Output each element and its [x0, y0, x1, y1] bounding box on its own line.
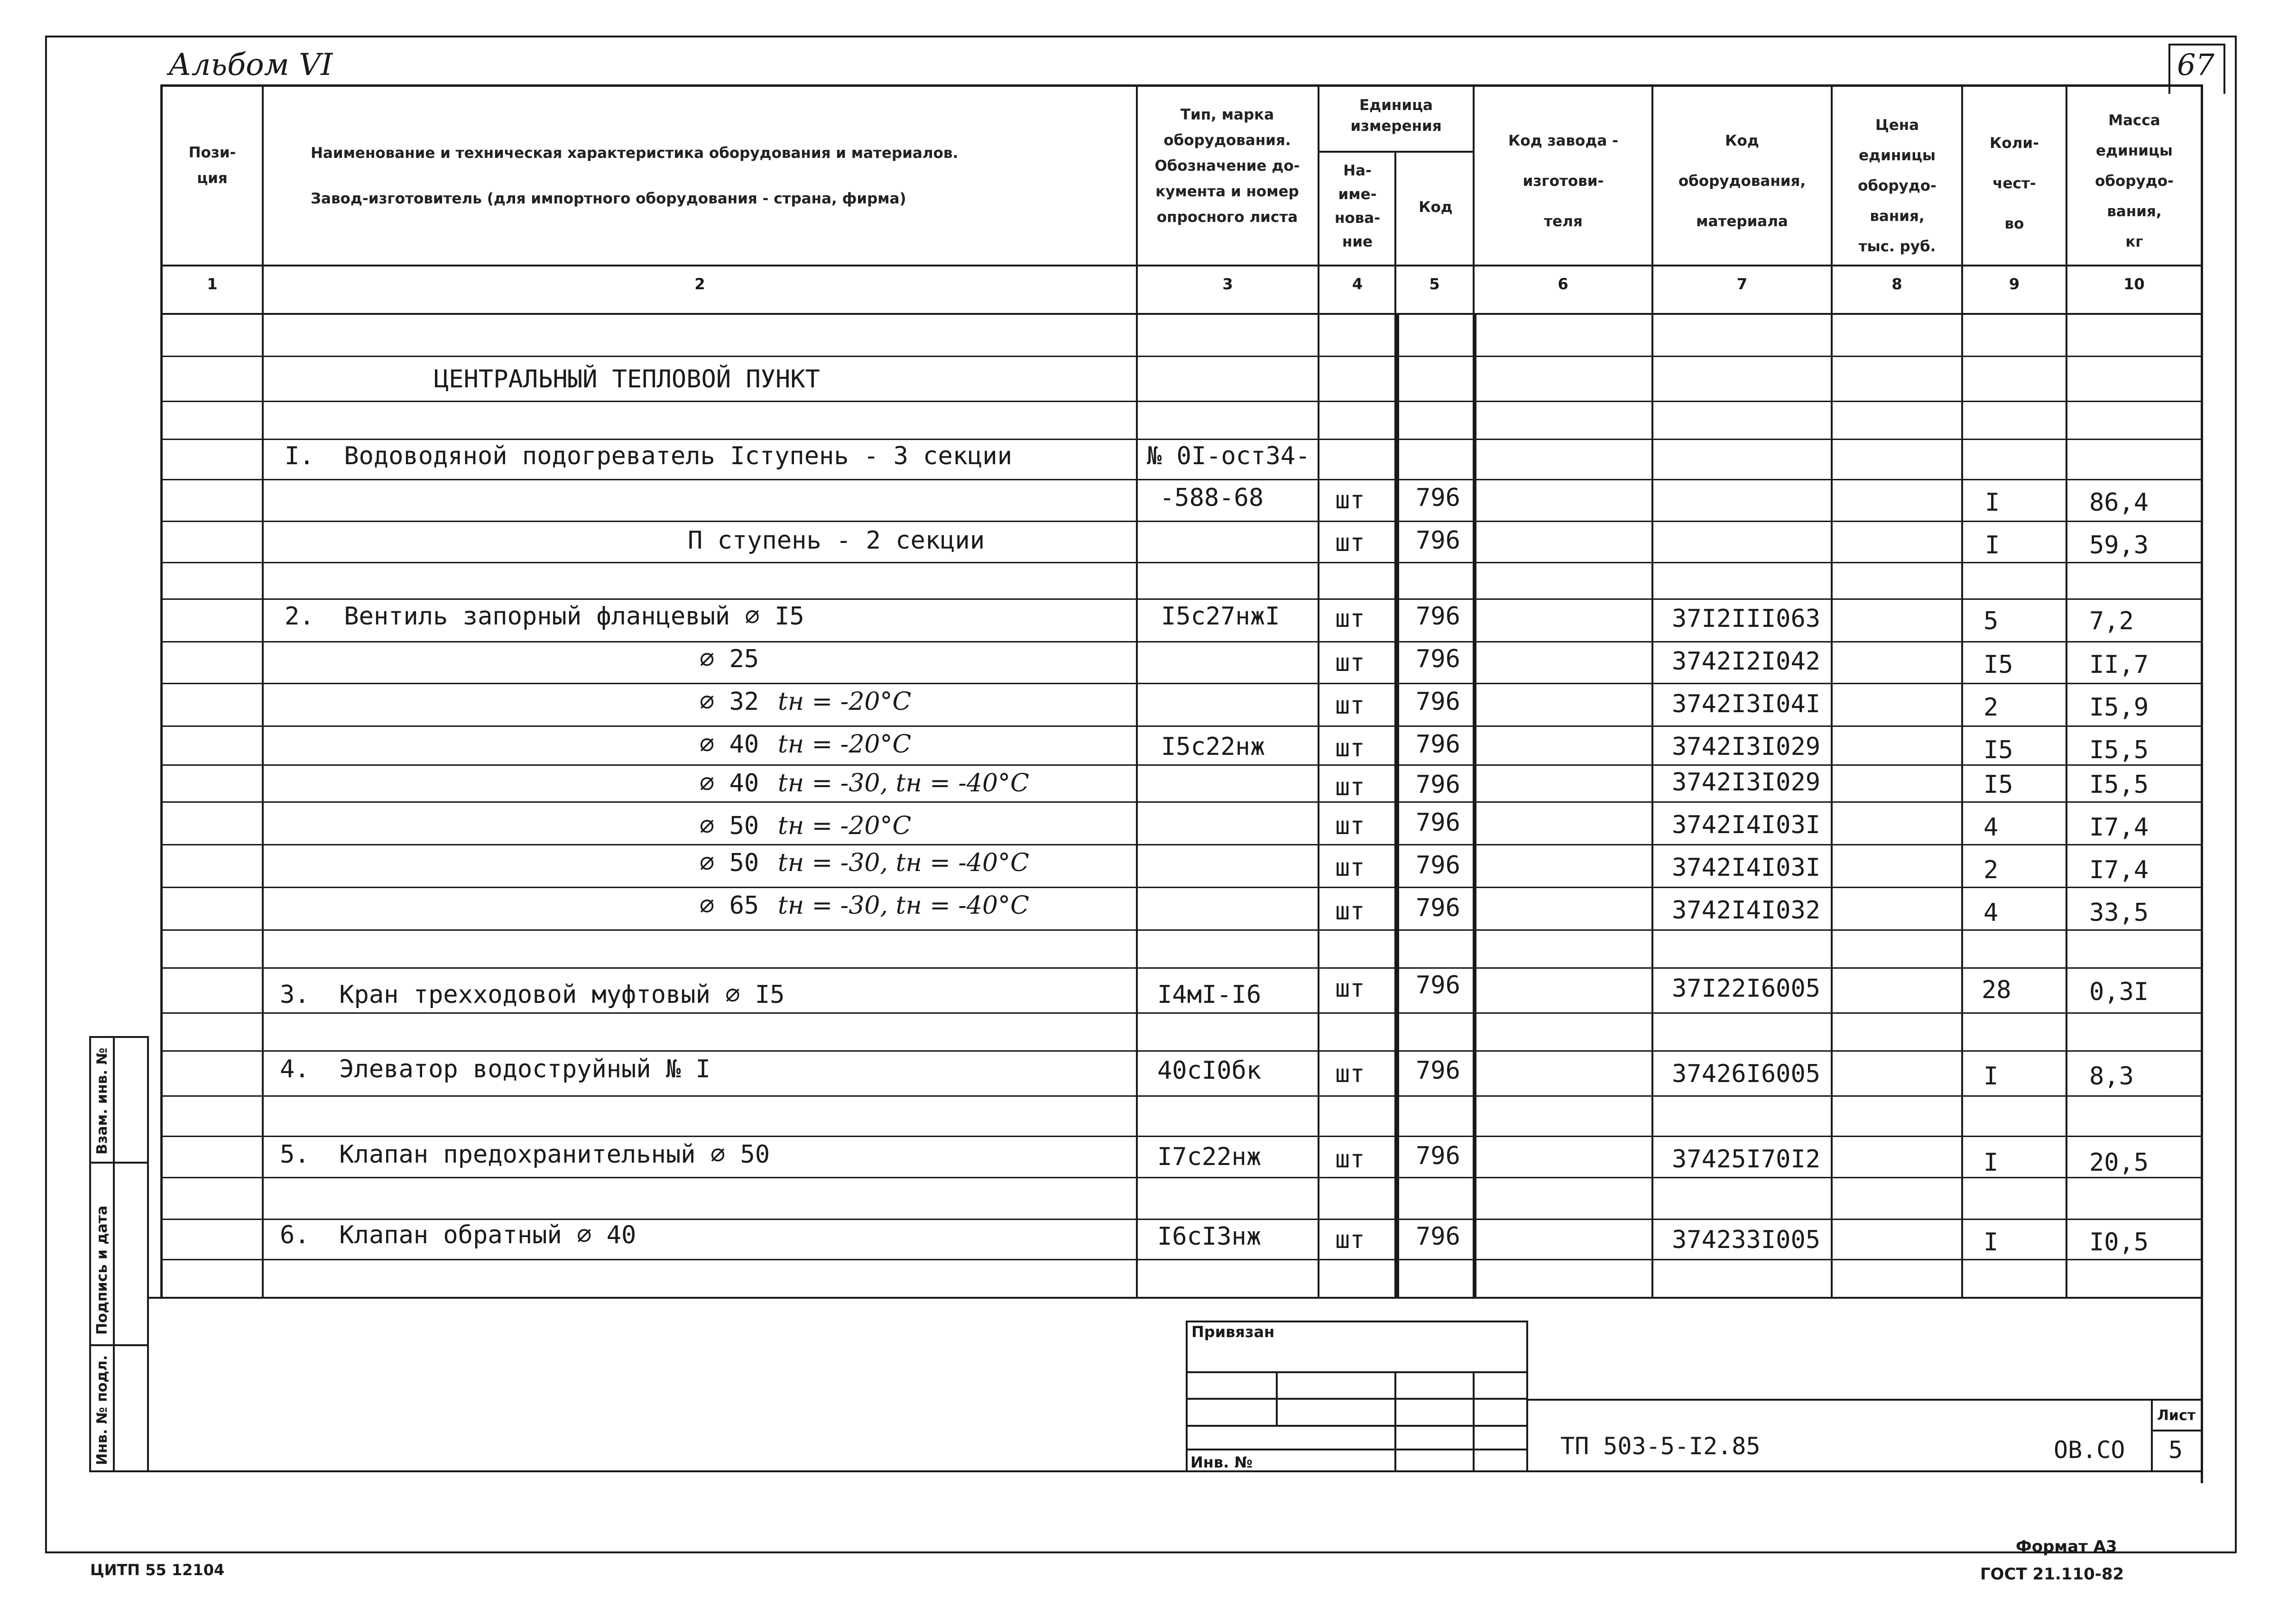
header-col6: Код завода - изготови- теля: [1508, 132, 1618, 230]
row-8-equip: 3742I4I03I: [1672, 811, 1821, 839]
row-3-code: 796: [1416, 602, 1460, 631]
row-13-equip: 37425I70I2: [1672, 1145, 1821, 1174]
row-9-equip: 3742I4I03I: [1672, 853, 1821, 882]
row-11-type: I4мI-I6: [1157, 981, 1262, 1009]
row-10-code: 796: [1416, 894, 1460, 922]
header-col7: Код оборудования, материала: [1678, 132, 1806, 230]
row-9-temp: tн = -30, tн = -40°С: [778, 849, 1029, 877]
row-1-unit: шт: [1335, 486, 1365, 514]
row-12-mass: 8,3: [2089, 1062, 2134, 1091]
header-col9: Коли- чест- во: [1990, 135, 2039, 232]
header-col2: Наименование и техническая характеристика оборудования и материалов. Завод-изготовитель (для импортного оборудования - страна, фирма): [311, 145, 959, 207]
row-9-mass: I7,4: [2089, 856, 2149, 884]
row-11-equip: 37I22I6005: [1672, 974, 1821, 1003]
row-0-type: № 0I-ост34-: [1147, 442, 1310, 470]
row-14-code: 796: [1416, 1222, 1460, 1251]
row-14-mass: I0,5: [2089, 1228, 2149, 1257]
row-4-code: 796: [1416, 645, 1460, 673]
row-6-equip: 3742I3I029: [1672, 733, 1821, 761]
stamp-doc-code: ТП 503-5-I2.85: [1560, 1432, 1761, 1460]
row-2-unit: шт: [1335, 529, 1365, 557]
row-1-mass: 86,4: [2089, 488, 2149, 517]
colnum-9: 9: [2009, 275, 2020, 293]
stamp-sheet-label: Лист: [2157, 1407, 2196, 1424]
row-5-temp: tн = -20°С: [778, 688, 912, 716]
row-8-qty: 4: [1983, 813, 1999, 842]
row-12-equip: 37426I6005: [1672, 1060, 1821, 1088]
side-label-vzam: Взам. инв. №: [94, 1047, 111, 1155]
header-col4: На- име- нова- ние: [1334, 162, 1381, 250]
row-11-qty: 28: [1982, 976, 2011, 1004]
row-7-qty: I5: [1983, 771, 2013, 799]
row-10-unit: шт: [1335, 897, 1365, 926]
row-3-qty: 5: [1983, 607, 1999, 635]
colnum-6: 6: [1558, 275, 1568, 293]
section-title: ЦЕНТРАЛЬНЫЙ ТЕПЛОВОЙ ПУНКТ: [434, 365, 820, 394]
colnum-2: 2: [694, 275, 705, 293]
row-11-unit: шт: [1335, 974, 1365, 1003]
row-10-temp: tн = -30, tн = -40°С: [778, 891, 1029, 920]
stamp-mark: ОВ.СО: [2054, 1436, 2125, 1464]
row-6-type: I5с22нж: [1161, 733, 1265, 761]
row-7-name: ∅ 40: [700, 769, 759, 798]
row-2-code: 796: [1416, 526, 1460, 555]
stamp-sheet-number: 5: [2168, 1436, 2183, 1464]
row-4-qty: I5: [1983, 651, 2013, 679]
row-14-name: 6. Клапан обратный ∅ 40: [280, 1221, 636, 1249]
row-7-mass: I5,5: [2089, 771, 2149, 799]
header-col3: Тип, марка оборудования. Обозначение до- кумента и номер опросного листа: [1154, 106, 1300, 226]
row-2-mass: 59,3: [2089, 531, 2149, 560]
row-13-qty: I: [1983, 1148, 1999, 1177]
header-col5: Код: [1419, 199, 1453, 216]
side-label-podpis: Подпись и дата: [94, 1205, 111, 1335]
row-9-code: 796: [1416, 851, 1460, 880]
row-1-qty: I: [1985, 488, 2000, 517]
row-8-mass: I7,4: [2089, 813, 2149, 842]
colnum-1: 1: [207, 275, 218, 293]
header-col1: Пози- ция: [188, 144, 236, 187]
colnum-10: 10: [2123, 275, 2145, 293]
row-8-temp: tн = -20°С: [778, 812, 912, 840]
row-3-mass: 7,2: [2089, 607, 2134, 635]
album-title: Альбом VI: [168, 47, 333, 83]
row-4-equip: 3742I2I042: [1672, 647, 1821, 676]
colnum-8: 8: [1891, 275, 1902, 293]
row-12-qty: I: [1983, 1062, 1999, 1091]
row-8-code: 796: [1416, 808, 1460, 837]
row-5-qty: 2: [1983, 693, 1999, 722]
row-3-name: 2. Вентиль запорный фланцевый ∅ I5: [285, 602, 804, 631]
header-col10: Масса единицы оборудо- вания, кг: [2095, 112, 2174, 250]
row-5-equip: 3742I3I04I: [1672, 690, 1821, 718]
row-5-name: ∅ 32: [700, 688, 759, 716]
row-4-mass: II,7: [2089, 651, 2149, 679]
row-5-unit: шт: [1335, 691, 1365, 720]
row-5-code: 796: [1416, 688, 1460, 716]
row-0-name: I. Водоводяной подогреватель Iступень - 3 секции: [285, 442, 1013, 470]
row-6-name: ∅ 40: [700, 730, 759, 759]
row-6-temp: tн = -20°С: [778, 730, 912, 759]
footer-left: ЦИТП 55 12104: [90, 1561, 225, 1579]
row-3-equip: 37I2III063: [1672, 605, 1821, 633]
row-9-qty: 2: [1983, 856, 1999, 884]
row-3-type: I5с27нжI: [1161, 602, 1280, 631]
row-13-code: 796: [1416, 1142, 1460, 1170]
colnum-7: 7: [1736, 275, 1748, 293]
row-3-unit: шт: [1335, 605, 1365, 633]
row-12-code: 796: [1416, 1056, 1460, 1085]
row-14-type: I6сI3нж: [1157, 1222, 1262, 1251]
footer-format: Формат А3: [2016, 1537, 2117, 1556]
row-9-name: ∅ 50: [700, 849, 759, 877]
row-13-name: 5. Клапан предохранительный ∅ 50: [280, 1140, 770, 1169]
row-7-temp: tн = -30, tн = -40°С: [778, 769, 1029, 798]
row-14-qty: I: [1983, 1228, 1999, 1257]
row-6-qty: I5: [1983, 736, 2013, 764]
colnum-4: 4: [1352, 275, 1363, 293]
row-2-qty: I: [1985, 531, 2000, 560]
row-10-name: ∅ 65: [700, 891, 759, 920]
row-7-equip: 3742I3I029: [1672, 768, 1821, 797]
row-6-mass: I5,5: [2089, 736, 2149, 764]
row-1-type: -588-68: [1160, 484, 1264, 512]
header-col8: Цена единицы оборудо- вания, тыс. руб.: [1858, 117, 1937, 255]
stamp-inv-no: Инв. №: [1190, 1453, 1253, 1471]
row-1-code: 796: [1416, 484, 1460, 512]
row-4-name: ∅ 25: [700, 645, 759, 673]
row-11-name: 3. Кран трехходовой муфтовый ∅ I5: [280, 981, 785, 1009]
stamp-privyazan: Привязан: [1191, 1323, 1275, 1341]
row-8-unit: шт: [1335, 812, 1365, 840]
row-14-unit: шт: [1335, 1226, 1365, 1254]
row-4-unit: шт: [1335, 649, 1365, 677]
row-12-unit: шт: [1335, 1060, 1365, 1088]
row-2-name: П ступень - 2 секции: [688, 526, 985, 555]
row-10-mass: 33,5: [2089, 899, 2149, 927]
footer-gost: ГОСТ 21.110-82: [1980, 1565, 2124, 1584]
row-11-code: 796: [1416, 971, 1460, 1000]
row-8-name: ∅ 50: [700, 812, 759, 840]
row-5-mass: I5,9: [2089, 693, 2149, 722]
row-11-mass: 0,3I: [2089, 978, 2149, 1006]
header-unit-group: Единица измерения: [1350, 97, 1442, 135]
row-9-unit: шт: [1335, 853, 1365, 882]
row-10-qty: 4: [1983, 899, 1999, 927]
row-13-unit: шт: [1335, 1145, 1365, 1174]
colnum-5: 5: [1429, 275, 1440, 293]
row-14-equip: 374233I005: [1672, 1226, 1821, 1254]
side-label-inv: Инв. № подл.: [94, 1355, 111, 1465]
row-12-name: 4. Элеватор водоструйный № I: [280, 1055, 710, 1083]
row-13-mass: 20,5: [2089, 1148, 2149, 1177]
row-13-type: I7с22нж: [1157, 1143, 1262, 1171]
row-7-code: 796: [1416, 771, 1460, 799]
row-6-code: 796: [1416, 730, 1460, 759]
row-10-equip: 3742I4I032: [1672, 896, 1821, 925]
row-6-unit: шт: [1335, 734, 1365, 762]
row-12-type: 40сI0бк: [1157, 1056, 1262, 1085]
page-number: 67: [2177, 47, 2214, 82]
colnum-3: 3: [1222, 275, 1233, 293]
row-7-unit: шт: [1335, 773, 1365, 801]
